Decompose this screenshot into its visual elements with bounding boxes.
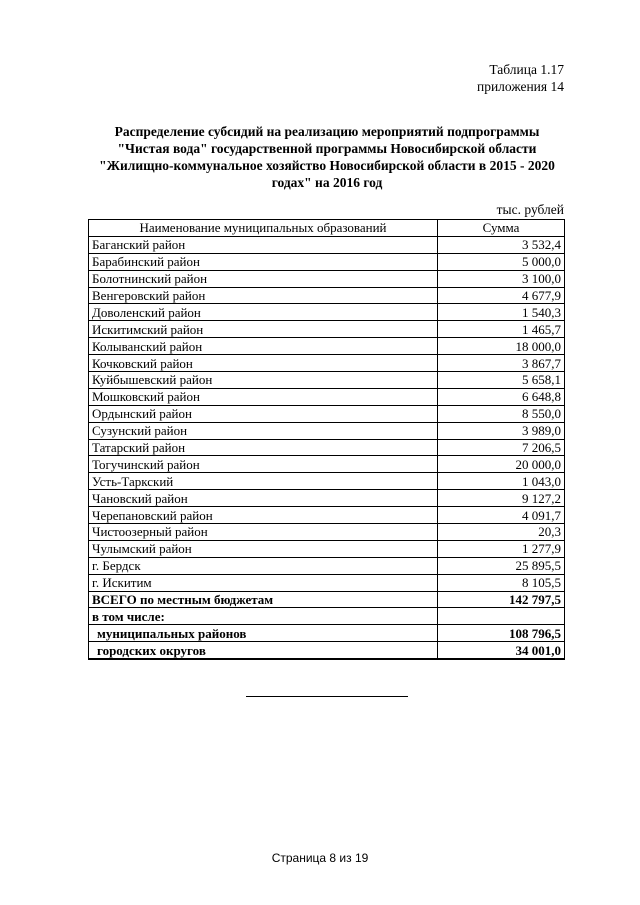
subtotal-row bbox=[89, 642, 565, 659]
municipality-sum: 8 550,0 bbox=[438, 405, 565, 422]
municipality-sum: 4 677,9 bbox=[438, 287, 565, 304]
table-row bbox=[89, 405, 565, 422]
table-body bbox=[89, 236, 565, 659]
municipality-name: Сузунский район bbox=[89, 422, 438, 439]
table-row bbox=[89, 270, 565, 287]
including-row bbox=[89, 608, 565, 625]
municipality-sum: 9 127,2 bbox=[438, 490, 565, 507]
table-row bbox=[89, 287, 565, 304]
table-row bbox=[89, 524, 565, 541]
municipality-name: Баганский район bbox=[89, 236, 438, 253]
municipality-name: Тогучинский район bbox=[89, 456, 438, 473]
table-row bbox=[89, 355, 565, 372]
municipality-name: Ордынский район bbox=[89, 405, 438, 422]
municipality-sum: 8 105,5 bbox=[438, 574, 565, 591]
municipality-sum: 6 648,8 bbox=[438, 388, 565, 405]
municipality-name: Венгеровский район bbox=[89, 287, 438, 304]
including-sum-empty bbox=[438, 608, 565, 625]
municipality-sum: 5 000,0 bbox=[438, 253, 565, 270]
table-row bbox=[89, 321, 565, 338]
total-row bbox=[89, 591, 565, 608]
appendix-number: приложения 14 bbox=[476, 79, 564, 94]
municipality-name: Кочковский район bbox=[89, 355, 438, 372]
units-label: тыс. рублей bbox=[496, 202, 564, 217]
document-title: Распределение субсидий на реализацию мероприятий подпрограммы "Чистая вода" государственной программы Новосибирской области "Жилищно-коммунальное хозяйство Новосибирской области в 2015 - 2020 годах" на 2016 год bbox=[99, 124, 555, 190]
subtotal-sum: 34 001,0 bbox=[438, 642, 565, 659]
table-row bbox=[89, 456, 565, 473]
table-header-row bbox=[89, 220, 565, 237]
municipality-name: Мошковский район bbox=[89, 388, 438, 405]
municipality-sum: 1 540,3 bbox=[438, 304, 565, 321]
municipality-name: г. Бердск bbox=[89, 557, 438, 574]
municipality-name: г. Искитим bbox=[89, 574, 438, 591]
table-row bbox=[89, 490, 565, 507]
subtotal-label: городских округов bbox=[89, 642, 438, 659]
municipality-name: Татарский район bbox=[89, 439, 438, 456]
municipality-sum: 1 465,7 bbox=[438, 321, 565, 338]
municipality-sum: 3 532,4 bbox=[438, 236, 565, 253]
page-number: Страница 8 из 19 bbox=[271, 851, 369, 865]
municipality-name: Чановский район bbox=[89, 490, 438, 507]
municipality-name: Черепановский район bbox=[89, 507, 438, 524]
including-label: в том числе: bbox=[89, 608, 438, 625]
subtotal-sum: 108 796,5 bbox=[438, 625, 565, 642]
total-sum: 142 797,5 bbox=[438, 591, 565, 608]
table-row bbox=[89, 422, 565, 439]
municipality-name: Колыванский район bbox=[89, 338, 438, 355]
table-reference bbox=[364, 61, 564, 95]
table-row bbox=[89, 473, 565, 490]
subtotal-label: муниципальных районов bbox=[89, 625, 438, 642]
municipality-name: Чулымский район bbox=[89, 540, 438, 557]
municipality-sum: 4 091,7 bbox=[438, 507, 565, 524]
municipality-sum: 5 658,1 bbox=[438, 372, 565, 389]
municipality-sum: 3 100,0 bbox=[438, 270, 565, 287]
municipality-name: Чистоозерный район bbox=[89, 524, 438, 541]
municipality-name: Куйбышевский район bbox=[89, 372, 438, 389]
table-row bbox=[89, 338, 565, 355]
municipality-name: Доволенский район bbox=[89, 304, 438, 321]
table-row bbox=[89, 304, 565, 321]
table-row bbox=[89, 540, 565, 557]
municipality-name: Искитимский район bbox=[89, 321, 438, 338]
municipality-sum: 18 000,0 bbox=[438, 338, 565, 355]
table-row bbox=[89, 236, 565, 253]
municipality-sum: 1 043,0 bbox=[438, 473, 565, 490]
municipality-sum: 25 895,5 bbox=[438, 557, 565, 574]
column-header-name: Наименование муниципальных образований bbox=[89, 220, 438, 237]
separator-line bbox=[246, 696, 408, 697]
table-row bbox=[89, 507, 565, 524]
municipality-sum: 20,3 bbox=[438, 524, 565, 541]
subtotal-row bbox=[89, 625, 565, 642]
municipality-name: Усть-Таркский bbox=[89, 473, 438, 490]
municipality-sum: 7 206,5 bbox=[438, 439, 565, 456]
table-number: Таблица 1.17 bbox=[489, 62, 564, 77]
table-row bbox=[89, 557, 565, 574]
municipality-name: Болотнинский район bbox=[89, 270, 438, 287]
table-row bbox=[89, 439, 565, 456]
total-label: ВСЕГО по местным бюджетам bbox=[89, 591, 438, 608]
municipality-sum: 3 867,7 bbox=[438, 355, 565, 372]
table-row bbox=[89, 253, 565, 270]
subsidy-table bbox=[88, 219, 565, 660]
table-row bbox=[89, 574, 565, 591]
municipality-sum: 20 000,0 bbox=[438, 456, 565, 473]
column-header-sum: Сумма bbox=[438, 220, 565, 237]
table-row bbox=[89, 388, 565, 405]
municipality-name: Барабинский район bbox=[89, 253, 438, 270]
municipality-sum: 1 277,9 bbox=[438, 540, 565, 557]
table-row bbox=[89, 372, 565, 389]
municipality-sum: 3 989,0 bbox=[438, 422, 565, 439]
